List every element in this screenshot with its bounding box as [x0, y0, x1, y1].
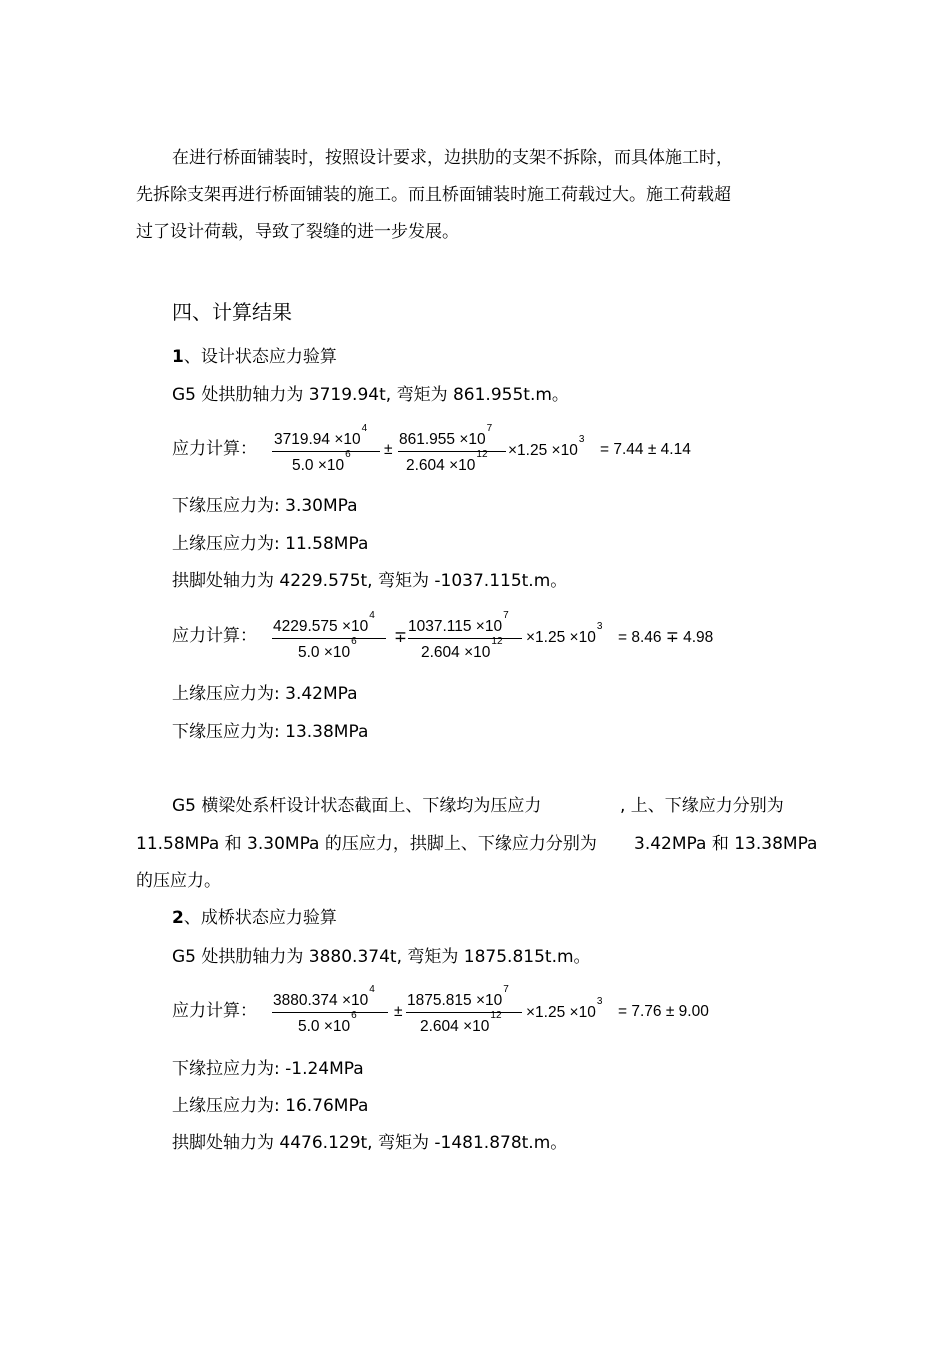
eq2-label: 应力计算：: [172, 626, 257, 646]
eq3-denominator-1: $5.0 \times 10^6$: [298, 1010, 357, 1036]
eq2-numerator-2: $1037.115 \times 10^7$: [408, 610, 509, 636]
lower-stress-3: 下缘拉应力为: -1.24MPa: [172, 1059, 364, 1079]
eq3-tail: $\times 1.25 \times 10^3$: [526, 996, 603, 1022]
eq1-result: = 7.44 ± 4.14: [600, 441, 691, 458]
summary-line-2a: 11.58MPa 和 3.30MPa 的压应力，拱脚上、下缘应力分别为: [136, 834, 597, 854]
eq3-denominator-2: $2.604 \times 10^{12}$: [420, 1010, 502, 1036]
subsection-1-text: 、设计状态应力验算: [183, 347, 337, 367]
summary-line-2b: 3.42MPa 和 13.38MPa: [634, 834, 818, 854]
subsection-1-title: [172, 347, 337, 367]
arch-foot-force-line-2: 拱脚处轴力为 4476.129t, 弯矩为 -1481.878t.m。: [172, 1133, 568, 1153]
subsection-2-title: [172, 908, 337, 928]
eq2-result: = 8.46 ∓ 4.98: [618, 629, 714, 646]
summary-line-1a: G5 横梁处系杆设计状态截面上、下缘均为压应力: [172, 796, 542, 816]
intro-line-1: 在进行桥面铺装时，按照设计要求，边拱肋的支架不拆除，而具体施工时，: [172, 148, 733, 168]
eq2-denominator-2: $2.604 \times 10^{12}$: [421, 636, 503, 662]
upper-stress-3: 上缘压应力为: 16.76MPa: [172, 1096, 369, 1116]
eq3-label: 应力计算：: [172, 1001, 257, 1021]
lower-stress-2: 下缘压应力为: 13.38MPa: [172, 722, 369, 742]
arch-foot-force-line: 拱脚处轴力为 4229.575t, 弯矩为 -1037.115t.m。: [172, 571, 568, 591]
upper-stress-1: 上缘压应力为: 11.58MPa: [172, 534, 369, 554]
eq2-tail: $\times 1.25 \times 10^3$: [526, 621, 603, 647]
eq1-denominator-1: $5.0 \times 10^6$: [292, 449, 351, 475]
eq3-result: = 7.76 ± 9.00: [618, 1003, 709, 1020]
g5-force-line: G5 处拱肋轴力为 3719.94t, 弯矩为 861.955t.m。: [172, 385, 569, 405]
eq3-numerator-2: $1875.815 \times 10^7$: [407, 984, 509, 1010]
section-heading: 四、计算结果: [172, 300, 292, 324]
eq2-operator: ∓: [394, 629, 407, 646]
eq1-tail: $\times 1.25 \times 10^3$: [508, 434, 585, 460]
intro-line-2: 先拆除支架再进行桥面铺装的施工。而且桥面铺装时施工荷载过大。施工荷载超: [136, 185, 731, 205]
subsection-2-number: 2: [172, 908, 184, 928]
g5-force-line-2: G5 处拱肋轴力为 3880.374t, 弯矩为 1875.815t.m。: [172, 947, 591, 967]
eq2-numerator-1: $4229.575 \times 10^4$: [273, 610, 375, 636]
eq1-label: 应力计算：: [172, 439, 257, 459]
eq1-numerator-2: $861.955 \times 10^7$: [399, 423, 493, 449]
eq1-operator: ±: [384, 441, 393, 458]
lower-stress-1: 下缘压应力为: 3.30MPa: [172, 496, 358, 516]
eq1-numerator-1: $3719.94 \times 10^4$: [274, 423, 368, 449]
upper-stress-2: 上缘压应力为: 3.42MPa: [172, 684, 358, 704]
eq3-operator: ±: [394, 1003, 403, 1020]
summary-line-1b: , 上、下缘应力分别为: [620, 796, 784, 816]
eq2-denominator-1: $5.0 \times 10^6$: [298, 636, 357, 662]
eq3-numerator-1: $3880.374 \times 10^4$: [273, 984, 375, 1010]
summary-line-3: 的压应力。: [136, 871, 221, 891]
eq1-denominator-2: $2.604 \times 10^{12}$: [406, 449, 488, 475]
subsection-1-number: 1: [172, 347, 184, 367]
intro-line-3: 过了设计荷载，导致了裂缝的进一步发展。: [136, 222, 459, 242]
subsection-2-text: 、成桥状态应力验算: [183, 908, 337, 928]
